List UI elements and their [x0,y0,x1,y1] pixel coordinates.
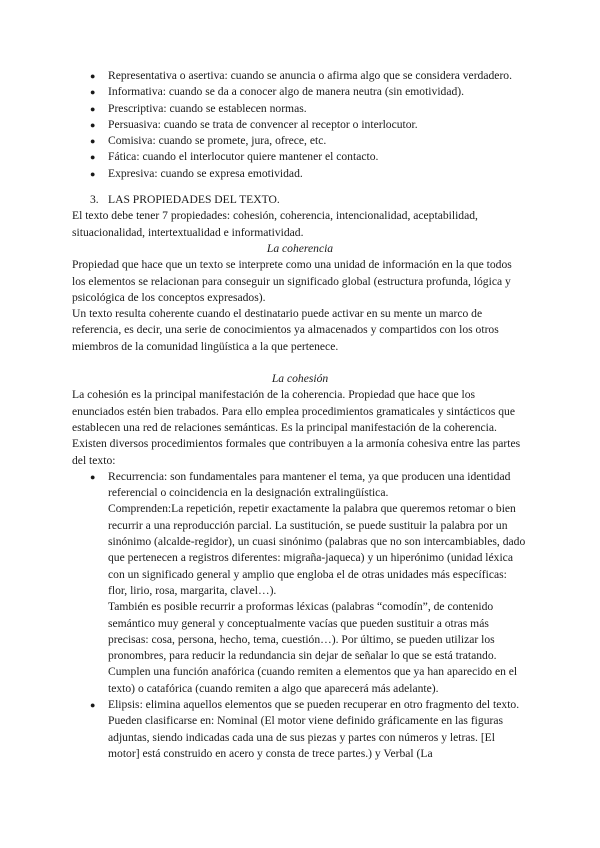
bullet-icon: ● [90,471,96,482]
cohesion-list [72,469,528,762]
bullet-icon: ● [90,136,96,147]
subheading-coherencia: La coherencia [266,241,334,255]
list-item-paragraph: Comprenden:La repetición, repetir exactamente la palabra que queremos retomar o bien recurrir a una reproducción parcial. La sustitución, se puede sustituir la palabra por un sinónimo (alcalde-regidor), un cuasi sinónimo (palabras que no son intercambiables, dado que pertenecen a registros diferentes: migraña-jaqueca) y un hiperónimo (unidad léxica con un significado general y amplio que engloba el de otras unidades más específicas: flor, lirio, rosa, margarita, clavel…). [108,502,526,597]
paragraph: La cohesión es la principal manifestación de la coherencia. Propiedad que hace que los enunciados estén bien trabados. Para ello emplea procedimientos gramaticales y sintácticos que establecen una red de relaciones semánticas. Es la principal manifestación de la coherencia. Existen diversos procedimientos formales que contribuyen a la armonía cohesiva entre las partes del texto: [72,388,521,467]
bullet-icon: ● [90,699,96,710]
list-item-lead: Elipsis: elimina aquellos elementos que se pueden recuperar en otro fragmento del texto. Pueden clasificarse en: Nominal (El motor viene definido gráficamente en las figuras adjuntas, siendo indicadas cada una de sus piezas y partes con números y letras. [El motor] está construido en acero y consta de trece partes.) y Verbal (La [108,697,520,760]
list-item-text: Informativa: cuando se da a conocer algo de manera neutra (sin emotividad). [108,85,465,99]
list-item [72,149,528,165]
list-item [72,101,528,117]
section-number: 3. [90,193,99,207]
function-list [72,68,528,182]
list-item-text: Fática: cuando el interlocutor quiere mantener el contacto. [108,150,379,164]
document-page [72,68,528,762]
list-item-text: Expresiva: cuando se expresa emotividad. [108,166,303,180]
paragraph: Un texto resulta coherente cuando el destinatario puede activar en su mente un marco de referencia, es decir, una serie de conocimientos ya almacenados y compartidos con los otros miembros de la comunidad lingüística a la que pertenece. [72,307,499,353]
section-intro: El texto debe tener 7 propiedades: cohesión, coherencia, intencionalidad, aceptabilidad, situacionalidad, intertextualidad e informatividad. [72,209,478,239]
bullet-icon: ● [90,103,96,114]
list-item [72,133,528,149]
spacer [72,355,528,371]
list-item-lead: Recurrencia: son fundamentales para mantener el tema, ya que producen una identidad referencial o coincidencia en la designación extralingüística. [108,469,511,500]
list-item [72,117,528,133]
bullet-icon: ● [90,168,96,179]
bullet-icon: ● [90,87,96,98]
list-item-paragraph: También es posible recurrir a proformas léxicas (palabras “comodín”, de contenido semántico muy general y conceptualmente vacías que pueden sustituir a otras más precisas: cosa, persona, hecho, tema, cuestión…). Por último, se pueden utilizar los pronombres, para reducir la redundancia sin dejar de señalar lo que se está tratando. Cumplen una función anafórica (cuando remiten a elementos que ya han aparecido en el texto) o catafórica (cuando remiten a algo que aparecerá más adelante). [108,600,518,695]
section-title: LAS PROPIEDADES DEL TEXTO. [108,193,280,207]
paragraph: Propiedad que hace que un texto se interprete como una unidad de información en la que todos los elementos se relacionan para conseguir un significado global (estructura profunda, lógica y psicológica de los conceptos expresados). [72,258,512,304]
list-item-text: Representativa o asertiva: cuando se anuncia o afirma algo que se considera verdadero. [108,69,512,82]
list-item-text: Persuasiva: cuando se trata de convencer al receptor o interlocutor. [108,117,418,131]
list-item [72,697,528,762]
bullet-icon: ● [90,71,96,81]
list-item-text: Prescriptiva: cuando se establecen normas. [108,101,307,115]
list-item-text: Comisiva: cuando se promete, jura, ofrece, etc. [108,134,327,148]
bullet-icon: ● [90,152,96,163]
section-heading [72,192,528,208]
list-item [72,166,528,182]
subheading-cohesion: La cohesión [271,372,329,386]
list-item [72,84,528,100]
bullet-icon: ● [90,119,96,130]
list-item [72,68,528,84]
list-item [72,469,528,697]
